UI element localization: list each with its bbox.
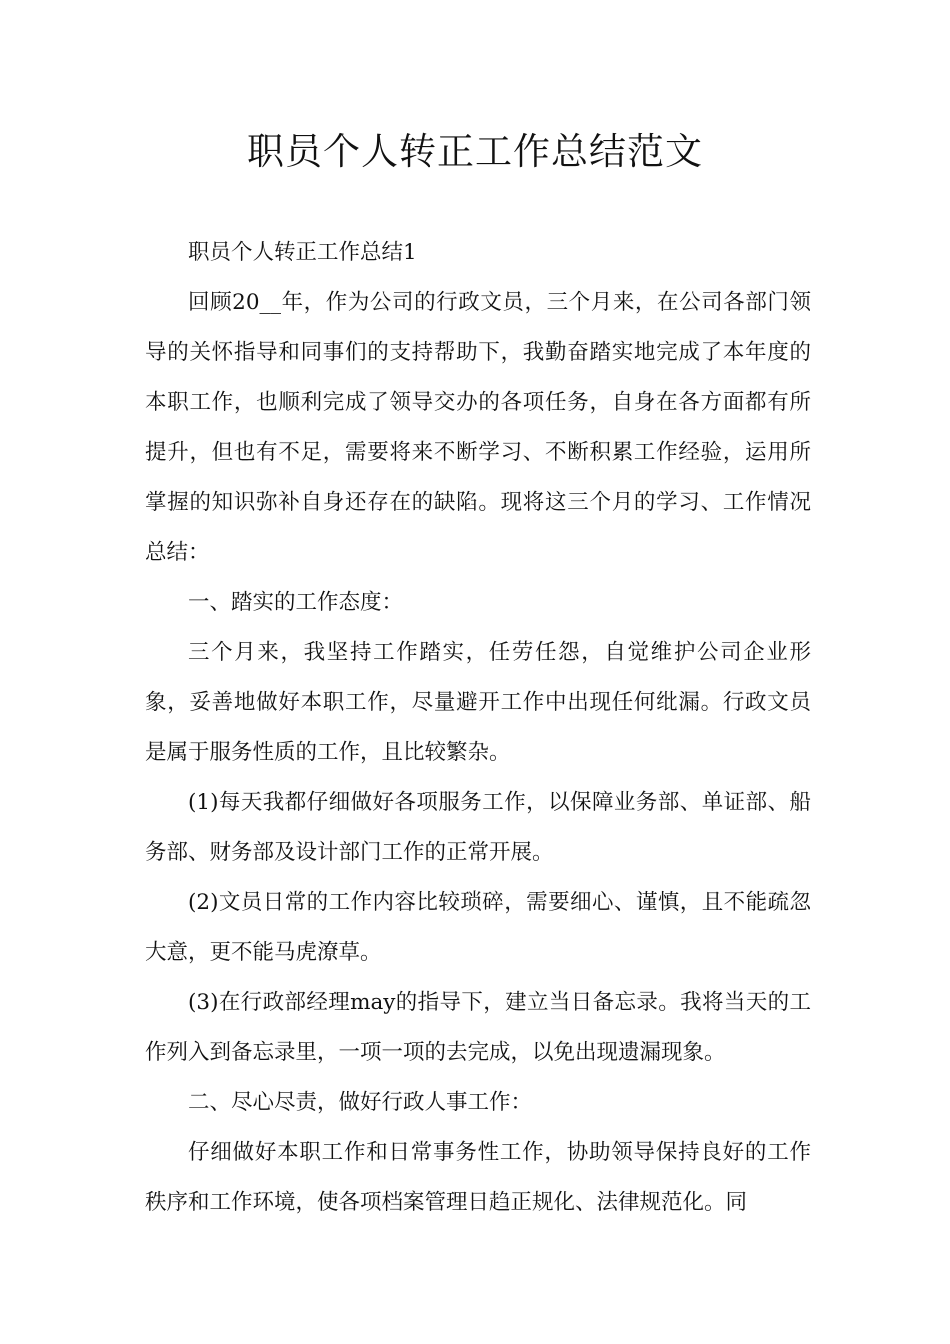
section-heading: 二、尽心尽责，做好行政人事工作：: [188, 1090, 533, 1115]
document-body: [145, 228, 811, 1228]
body-paragraph: 三个月来，我坚持工作踏实，任劳任怨，自觉维护公司企业形象，妥善地做好本职工作，尽量避开工作中出现任何纰漏。行政文员是属于服务性质的工作，且比较繁杂。: [145, 640, 811, 765]
section-heading: 职员个人转正工作总结1: [188, 240, 417, 265]
body-paragraph: 仔细做好本职工作和日常事务性工作，协助领导保持良好的工作秩序和工作环境，使各项档案管理日趋正规化、法律规范化。同: [145, 1140, 811, 1215]
body-paragraph: 回顾20__年，作为公司的行政文员，三个月来，在公司各部门领导的关怀指导和同事们的支持帮助下，我勤奋踏实地完成了本年度的本职工作，也顺利完成了领导交办的各项任务，自身在各方面都有所提升，但也有不足，需要将来不断学习、不断积累工作经验，运用所掌握的知识弥补自身还存在的缺陷。现将这三个月的学习、工作情况总结：: [145, 290, 811, 565]
document-title: 职员个人转正工作总结范文: [247, 130, 703, 173]
list-item: (2)文员日常的工作内容比较琐碎，需要细心、谨慎，且不能疏忽大意，更不能马虎潦草。: [145, 890, 811, 965]
list-item: (3)在行政部经理may的指导下，建立当日备忘录。我将当天的工作列入到备忘录里，一项一项的去完成，以免出现遗漏现象。: [145, 990, 811, 1065]
section-heading: 一、踏实的工作态度：: [188, 590, 404, 615]
list-item: (1)每天我都仔细做好各项服务工作，以保障业务部、单证部、船务部、财务部及设计部门工作的正常开展。: [145, 790, 811, 865]
